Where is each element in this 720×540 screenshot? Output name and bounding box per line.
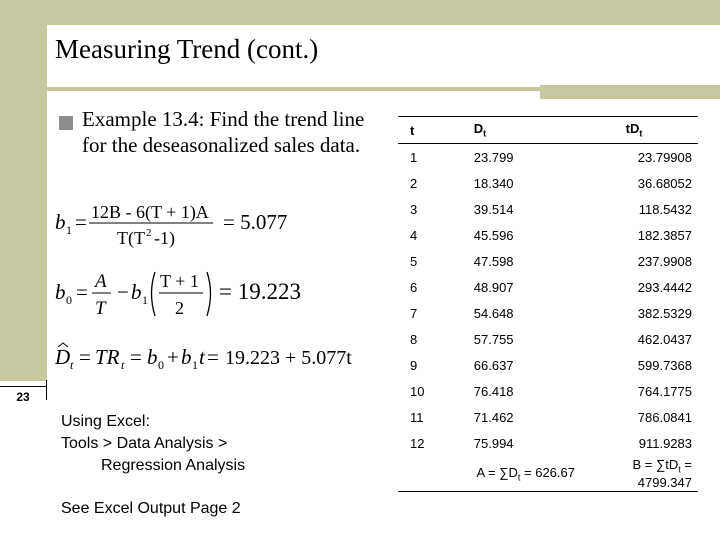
svg-text:b: b xyxy=(55,210,66,234)
cell-tdt: 182.3857 xyxy=(637,227,692,243)
cell-t: 12 xyxy=(410,435,425,451)
top-band xyxy=(47,0,720,25)
cell-t: 1 xyxy=(410,149,418,165)
formula-dhat xyxy=(55,338,375,388)
bullet-square-icon xyxy=(59,116,73,130)
svg-text:12B - 6(T + 1)A: 12B - 6(T + 1)A xyxy=(91,202,209,222)
table-row xyxy=(398,326,698,352)
svg-text:0: 0 xyxy=(66,293,72,307)
cell-dt: 54.648 xyxy=(473,305,514,321)
table-row xyxy=(398,378,698,404)
formula-b0 xyxy=(55,266,315,316)
excel-instructions xyxy=(61,411,245,477)
cell-tdt: 237.9908 xyxy=(637,253,692,269)
svg-text:t: t xyxy=(70,358,74,372)
svg-text:2: 2 xyxy=(146,227,152,239)
cell-t: 7 xyxy=(410,305,418,321)
svg-text:-1): -1) xyxy=(154,228,175,248)
cell-t: 9 xyxy=(410,357,418,373)
svg-text:T(T: T(T xyxy=(117,228,145,248)
total-b: $B = \sum tD_t = 4799.347$ xyxy=(575,456,698,491)
cell-dt: 57.755 xyxy=(473,331,514,347)
table-row xyxy=(398,196,698,222)
cell-dt: 18.340 xyxy=(473,175,514,191)
table-row xyxy=(398,352,698,378)
svg-text:1: 1 xyxy=(142,293,148,307)
header-tdt: $tD_t$ xyxy=(625,121,643,139)
table-row xyxy=(398,274,698,300)
svg-text:T + 1: T + 1 xyxy=(160,271,199,291)
table-row xyxy=(398,404,698,430)
header-t: t xyxy=(410,122,415,138)
table-row xyxy=(398,170,698,196)
svg-text:−: − xyxy=(117,280,129,304)
total-a: $A = \sum D_t = 626.67$ xyxy=(398,456,575,491)
table-header-row xyxy=(398,117,698,144)
svg-text:A: A xyxy=(95,271,107,292)
b0-result: = 19.223 xyxy=(219,279,301,304)
table-row xyxy=(398,144,698,171)
cell-t: 6 xyxy=(410,279,418,295)
b1-result: = 5.077 xyxy=(223,210,288,234)
cell-t: 11 xyxy=(410,409,424,425)
cell-dt: 76.418 xyxy=(473,383,514,399)
svg-text:+: + xyxy=(167,345,179,369)
cell-dt: 45.596 xyxy=(473,227,514,243)
cell-tdt: 599.7368 xyxy=(637,357,692,373)
svg-text:=: = xyxy=(75,210,87,234)
cell-t: 2 xyxy=(410,175,418,191)
slide-number: 23 xyxy=(0,386,46,404)
cell-t: 4 xyxy=(410,227,418,243)
cell-tdt: 911.9283 xyxy=(638,435,692,451)
slide-number-divider xyxy=(46,380,47,400)
excel-line-2: Tools > Data Analysis > xyxy=(61,435,228,452)
table-row xyxy=(398,300,698,326)
excel-output-reference: See Excel Output Page 2 xyxy=(61,500,241,517)
cell-t: 5 xyxy=(410,253,418,269)
cell-t: 3 xyxy=(410,201,418,217)
svg-text:1: 1 xyxy=(66,223,72,237)
svg-text:2: 2 xyxy=(175,298,184,316)
table-row xyxy=(398,248,698,274)
svg-text:t: t xyxy=(121,358,125,372)
sidebar-notch xyxy=(0,381,47,540)
cell-tdt: 786.0841 xyxy=(637,409,692,425)
svg-text:T: T xyxy=(95,298,106,316)
title-rule-accent xyxy=(540,85,720,99)
cell-t: 8 xyxy=(410,331,418,347)
cell-dt: 23.799 xyxy=(473,149,514,165)
svg-text:TR: TR xyxy=(95,345,120,369)
cell-dt: 71.462 xyxy=(473,409,514,425)
svg-text:=: = xyxy=(76,280,88,304)
cell-tdt: 764.1775 xyxy=(637,383,692,399)
cell-dt: 39.514 xyxy=(473,201,514,217)
svg-text:=: = xyxy=(79,345,91,369)
svg-text:1: 1 xyxy=(192,358,198,372)
example-bullet-text: Example 13.4: Find the trend line for the deseasonalized sales data. xyxy=(82,107,365,157)
svg-text:=: = xyxy=(130,345,142,369)
table-totals-row xyxy=(398,456,698,491)
table-row xyxy=(398,222,698,248)
header-dt: $D_t$ xyxy=(473,121,487,139)
svg-text:b: b xyxy=(55,280,66,304)
cell-tdt: 36.68052 xyxy=(637,175,692,191)
svg-text:D: D xyxy=(55,345,71,369)
cell-tdt: 462.0437 xyxy=(637,331,692,347)
cell-dt: 66.637 xyxy=(473,357,514,373)
cell-dt: 47.598 xyxy=(473,253,514,269)
svg-text:b: b xyxy=(181,345,192,369)
cell-dt: 48.907 xyxy=(473,279,514,295)
excel-line-1: Using Excel: xyxy=(61,413,150,430)
svg-text:b: b xyxy=(147,345,158,369)
cell-tdt: 118.5432 xyxy=(638,201,692,217)
table-row xyxy=(398,430,698,456)
cell-tdt: 23.79908 xyxy=(637,149,692,165)
svg-text:0: 0 xyxy=(158,358,164,372)
deseasonalized-data-table xyxy=(398,116,698,492)
cell-t: 10 xyxy=(410,383,425,399)
svg-text:b: b xyxy=(131,280,142,304)
cell-tdt: 293.4442 xyxy=(637,279,692,295)
page-title: Measuring Trend (cont.) xyxy=(55,34,319,64)
cell-tdt: 382.5329 xyxy=(637,305,692,321)
dhat-result: 19.223 + 5.077t xyxy=(225,347,352,369)
svg-text:=: = xyxy=(207,345,219,369)
svg-text:t: t xyxy=(199,345,205,369)
formula-b1 xyxy=(55,198,315,248)
cell-dt: 75.994 xyxy=(473,435,514,451)
excel-line-3: Regression Analysis xyxy=(101,457,246,474)
